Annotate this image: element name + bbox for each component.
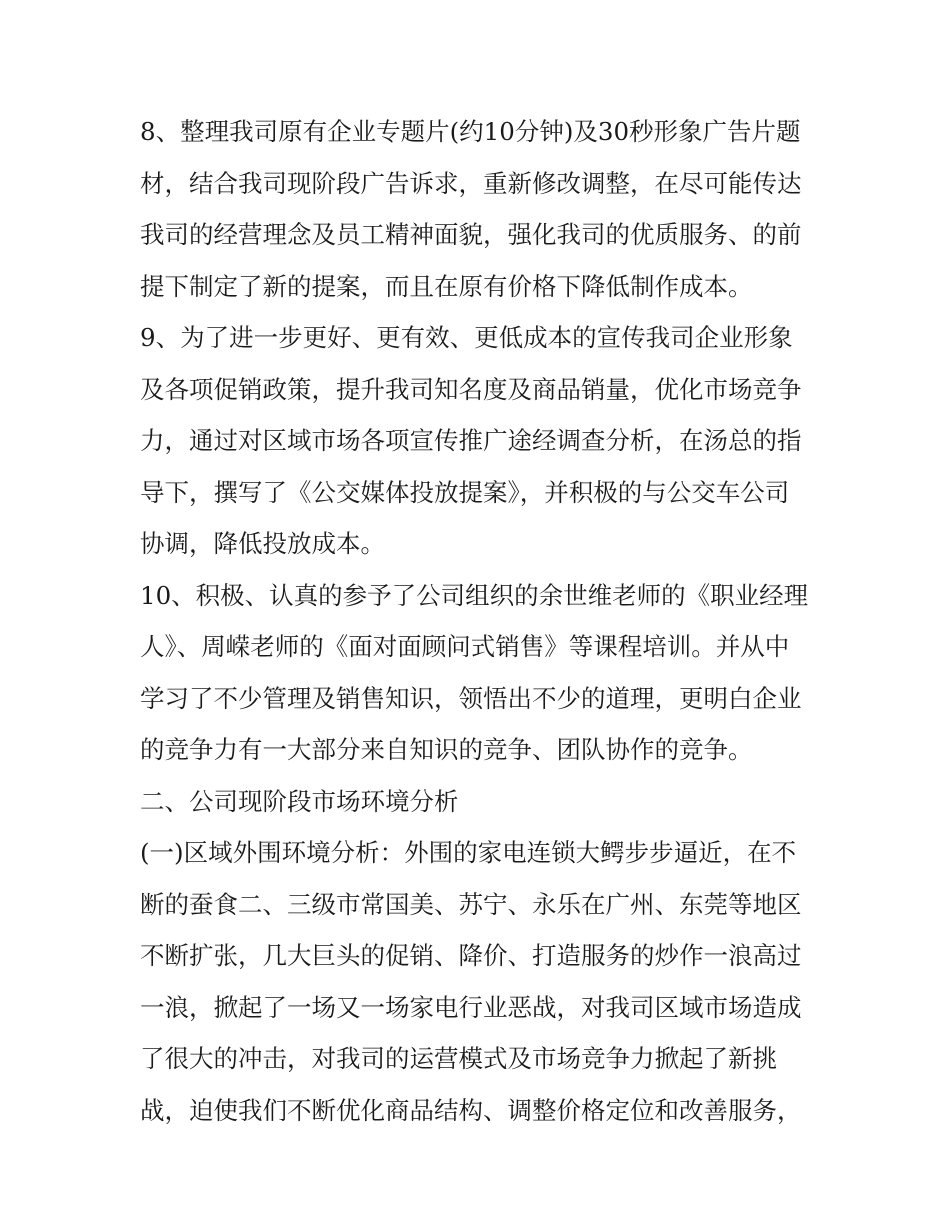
section-heading: 二、公司现阶段市场环境分析 — [140, 786, 459, 816]
text-line: 断的蚕食二、三级市常国美、苏宁、永乐在广州、东莞等地区 — [140, 889, 802, 919]
text-line: 10、积极、认真的参予了公司组织的余世维老师的《职业经理 — [140, 580, 809, 610]
text-line: 的竞争力有一大部分来自知识的竞争、团队协作的竞争。 — [140, 735, 753, 764]
text-line: 9、为了进一步更好、更有效、更低成本的宣传我司企业形象 — [140, 323, 793, 352]
text-line: 及各项促销政策，提升我司知名度及商品销量，优化市场竞争 — [140, 374, 802, 404]
text-line: 人》、周嵘老师的《面对面顾问式销售》等课程培训。并从中 — [140, 632, 790, 661]
text-line: (一)区域外围环境分析：外围的家电连锁大鳄步步逼近，在不 — [140, 838, 797, 867]
text-line: 协调，降低投放成本。 — [140, 529, 385, 558]
text-line: 8、整理我司原有企业专题片(约10分钟)及30秒形象广告片题 — [140, 117, 801, 146]
text-line: 材，结合我司现阶段广告诉求，重新修改调整，在尽可能传达 — [140, 168, 802, 198]
text-line: 了很大的冲击，对我司的运营模式及市场竞争力掀起了新挑 — [140, 1044, 777, 1073]
text-line: 我司的经营理念及员工精神面貌，强化我司的优质服务、的前 — [140, 220, 802, 249]
text-line: 一浪，掀起了一场又一场家电行业恶战，对我司区域市场造成 — [140, 992, 802, 1022]
text-line: 学习了不少管理及销售知识，领悟出不少的道理，更明白企业 — [140, 683, 802, 713]
text-line: 战，迫使我们不断优化商品结构、调整价格定位和改善服务， — [140, 1095, 802, 1125]
text-line: 不断扩张，几大巨头的促销、降价、打造服务的炒作一浪高过 — [140, 941, 802, 970]
text-line: 力，通过对区域市场各项宣传推广途经调查分析，在汤总的指 — [140, 426, 802, 455]
document-body — [140, 106, 820, 1136]
text-line: 导下，撰写了《公交媒体投放提案》，并积极的与公交车公司 — [140, 477, 790, 507]
text-line: 提下制定了新的提案，而且在原有价格下降低制作成本。 — [140, 271, 753, 301]
